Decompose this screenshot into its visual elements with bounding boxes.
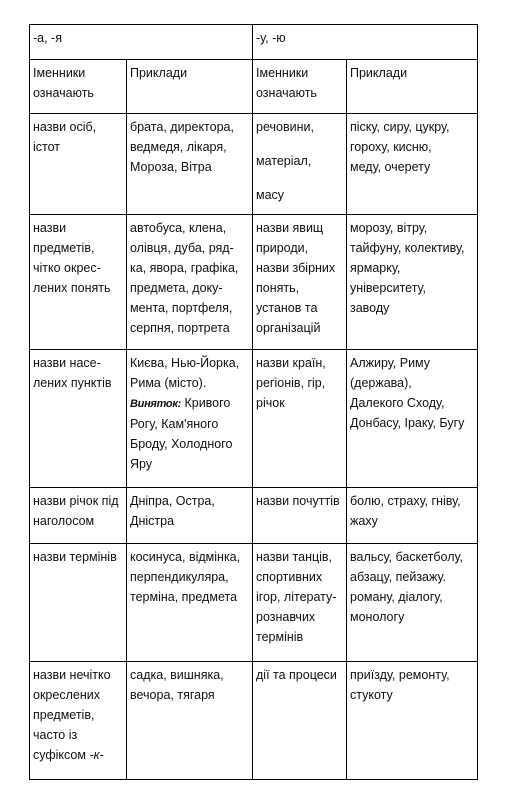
meaning-u-cell: назви країн, регіонів, гір, річок	[253, 350, 347, 488]
meaning-u-cell: речовини, матеріал, масу	[253, 114, 347, 215]
suffix-marker: -к-	[89, 748, 104, 762]
table-subheader-row	[30, 60, 478, 114]
meaning-u-cell: назви явищ природи, назви збірних понять, установ та організацій	[253, 215, 347, 350]
header-ending-a: -а, -я	[30, 25, 253, 60]
meaning-a-cell: назви насе- лених пунктів	[30, 350, 127, 488]
header-ending-u: -у, -ю	[253, 25, 478, 60]
meaning-a-cell: назви осіб, істот	[30, 114, 127, 215]
table-row	[30, 114, 478, 215]
examples-a-cell: брата, директора, ведмедя, лікаря, Мороза, Вітра	[127, 114, 253, 215]
meaning-u-cell: назви почуттів	[253, 488, 347, 544]
examples-a-cell: косинуса, відмінка, перпендикуляра, терміна, предмета	[127, 544, 253, 662]
noun-ending-table	[29, 24, 478, 780]
meaning-a-cell: назви річок під наголосом	[30, 488, 127, 544]
examples-a-cell: автобуса, клена, олівця, дуба, ряд- ка, явора, графіка, предмета, доку- мента, портфеля, серпня, портрета	[127, 215, 253, 350]
examples-a-cell: Дніпра, Остра, Дністра	[127, 488, 253, 544]
subheader-examples-u: Приклади	[347, 60, 478, 114]
meaning-u-cell: дії та процеси	[253, 662, 347, 780]
examples-a-cell: Києва, Нью-Йорка, Рима (місто). Виняток: Кривого Рогу, Кам'яного Броду, Холодного Яру	[127, 350, 253, 488]
examples-u-cell: піску, сиру, цукру, гороху, кисню, меду, очерету	[347, 114, 478, 215]
meaning-a-cell: назви нечітко окреслених предметів, часто із суфіксом -к-	[30, 662, 127, 780]
subheader-meaning-u: Іменники означають	[253, 60, 347, 114]
meaning-a-cell: назви термінів	[30, 544, 127, 662]
meaning-u-cell: назви танців, спортивних ігор, літерату- рознавчих термінів	[253, 544, 347, 662]
table-header-row	[30, 25, 478, 60]
subheader-meaning-a: Іменники означають	[30, 60, 127, 114]
meaning-a-cell: назви предметів, чітко окрес- лених понять	[30, 215, 127, 350]
table-row	[30, 662, 478, 780]
examples-u-cell: морозу, вітру, тайфуну, колективу, ярмарку, університету, заводу	[347, 215, 478, 350]
examples-u-cell: болю, страху, гніву, жаху	[347, 488, 478, 544]
table-row	[30, 215, 478, 350]
examples-u-cell: Алжиру, Риму (держава), Далекого Сходу, Донбасу, Іраку, Бугу	[347, 350, 478, 488]
examples-u-cell: приїзду, ремонту, стукоту	[347, 662, 478, 780]
subheader-examples-a: Приклади	[127, 60, 253, 114]
exception-label: Виняток:	[130, 398, 181, 410]
examples-u-cell: вальсу, баскетболу, абзацу, пейзажу. роману, діалогу, монологу	[347, 544, 478, 662]
table-row	[30, 488, 478, 544]
table-row	[30, 544, 478, 662]
table-row	[30, 350, 478, 488]
examples-a-cell: садка, вишняка, вечора, тягаря	[127, 662, 253, 780]
